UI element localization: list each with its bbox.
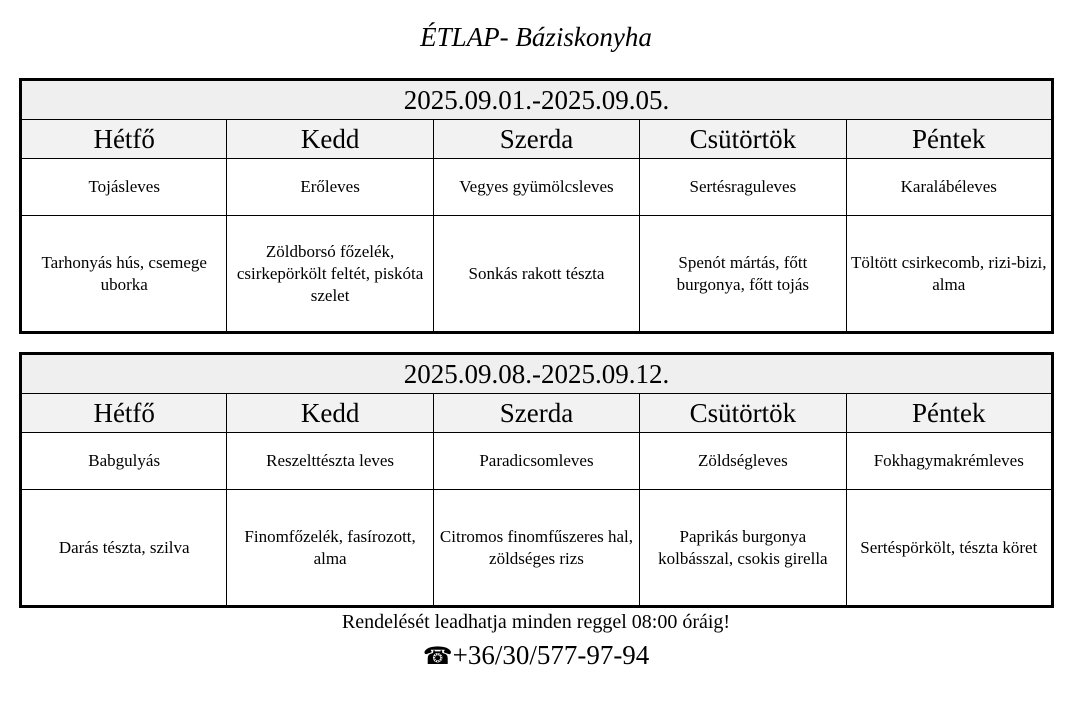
day-header-thursday: Csütörtök: [640, 120, 846, 159]
soup-cell: Reszelttészta leves: [227, 433, 433, 490]
soup-cell: Vegyes gyümölcsleves: [433, 159, 639, 216]
day-header-thursday: Csütörtök: [640, 394, 846, 433]
week-table-1: [19, 78, 1054, 334]
phone-number: +36/30/577-97-94: [452, 640, 650, 670]
main-dish-cell: Finomfőzelék, fasírozott, alma: [227, 490, 433, 607]
main-dish-cell: Spenót mártás, főtt burgonya, főtt tojás: [640, 216, 846, 333]
soup-cell: Fokhagymakrémleves: [846, 433, 1052, 490]
soup-cell: Zöldségleves: [640, 433, 846, 490]
day-header-tuesday: Kedd: [227, 394, 433, 433]
telephone-icon: ☎: [422, 642, 453, 670]
soup-cell: Karalábéleves: [846, 159, 1052, 216]
day-header-wednesday: Szerda: [433, 394, 639, 433]
main-dish-cell: Sonkás rakott tészta: [433, 216, 639, 333]
main-dish-cell: Darás tészta, szilva: [21, 490, 227, 607]
phone-line: [0, 640, 1072, 671]
soup-cell: Tojásleves: [21, 159, 227, 216]
main-dish-cell: Tarhonyás hús, csemege uborka: [21, 216, 227, 333]
day-header-monday: Hétfő: [21, 394, 227, 433]
main-dish-cell: Zöldborsó főzelék, csirkepörkölt feltét, piskóta szelet: [227, 216, 433, 333]
day-header-wednesday: Szerda: [433, 120, 639, 159]
week-date-range: 2025.09.08.-2025.09.12.: [21, 354, 1053, 394]
main-dish-cell: Citromos finomfűszeres hal, zöldséges rizs: [433, 490, 639, 607]
week-date-range: 2025.09.01.-2025.09.05.: [21, 80, 1053, 120]
week-table-2: [19, 352, 1054, 608]
order-deadline-note: Rendelését leadhatja minden reggel 08:00 óráig!: [341, 611, 731, 633]
day-header-tuesday: Kedd: [227, 120, 433, 159]
soup-cell: Sertésraguleves: [640, 159, 846, 216]
main-dish-cell: Töltött csirkecomb, rizi-bizi, alma: [846, 216, 1052, 333]
day-header-friday: Péntek: [846, 394, 1052, 433]
soup-cell: Paradicsomleves: [433, 433, 639, 490]
soup-cell: Babgulyás: [21, 433, 227, 490]
soup-cell: Erőleves: [227, 159, 433, 216]
day-header-friday: Péntek: [846, 120, 1052, 159]
main-dish-cell: Paprikás burgonya kolbásszal, csokis girella: [640, 490, 846, 607]
day-header-monday: Hétfő: [21, 120, 227, 159]
main-dish-cell: Sertéspörkölt, tészta köret: [846, 490, 1052, 607]
menu-title: ÉTLAP- Báziskonyha: [420, 22, 652, 52]
